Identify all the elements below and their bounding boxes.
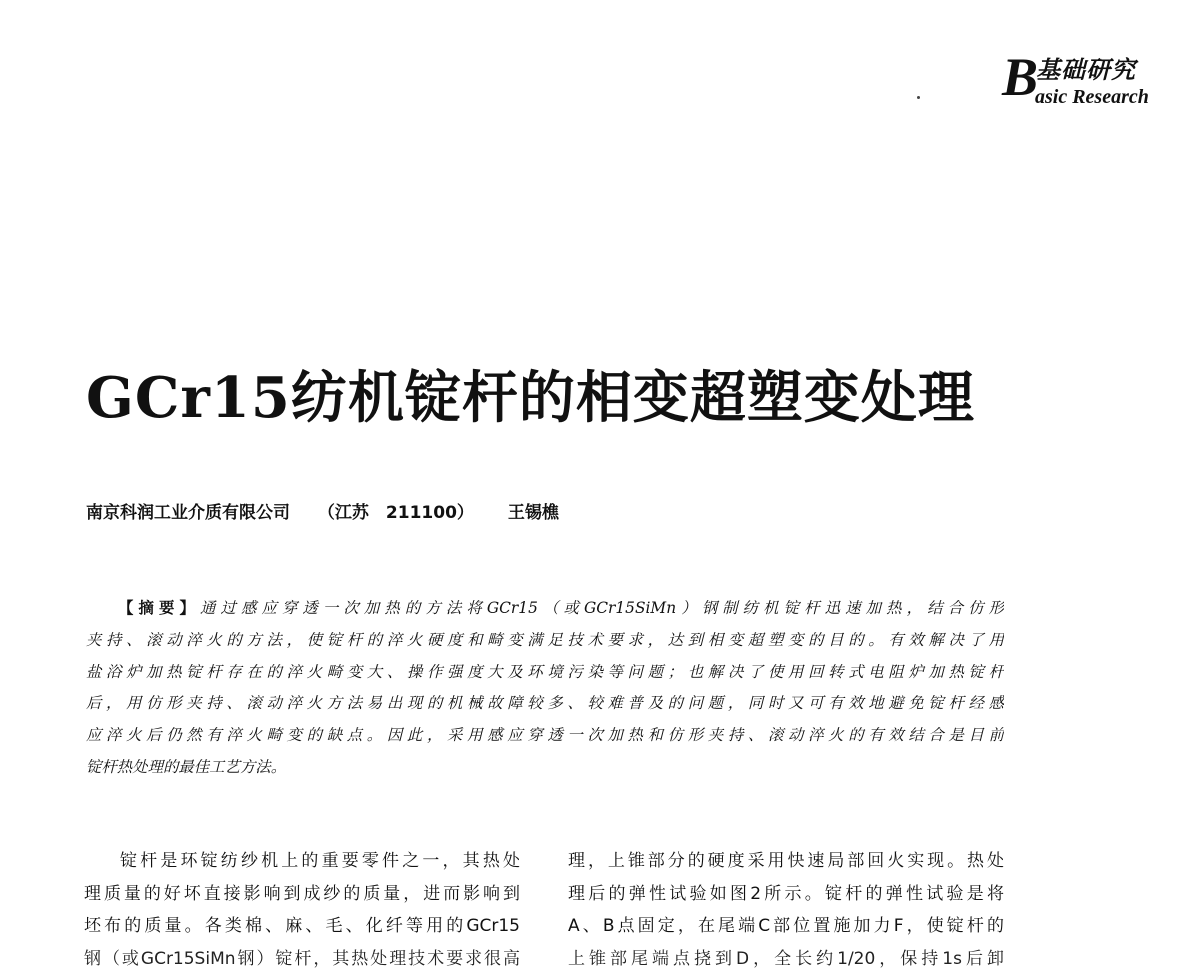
article-title: GCr15纺机锭杆的相变超塑变处理 <box>86 364 975 432</box>
logo-letter: B <box>1002 50 1038 104</box>
abstract-line: 后，用仿形夹持、滚动淬火方法易出现的机械故障较多、较难普及的问题，同时又可有效地避免锭杆经感 <box>86 688 1004 720</box>
journal-section-logo <box>1000 56 1170 112</box>
author-name: 王锡樵 <box>508 499 559 527</box>
print-speck <box>917 96 920 99</box>
body-line: 锭杆是环锭纺纱机上的重要零件之一，其热处 <box>84 845 520 878</box>
body-line: 理，上锥部分的硬度采用快速局部回火实现。热处 <box>568 845 1004 878</box>
body-column-left <box>84 845 520 975</box>
abstract-line: 锭杆热处理的最佳工艺方法。 <box>86 752 1004 784</box>
abstract-line <box>86 593 1004 625</box>
body-line: 坯布的质量。各类棉、麻、毛、化纤等用的GCr15 <box>84 910 520 943</box>
abstract-line: 夹持、滚动淬火的方法，使锭杆的淬火硬度和畸变满足技术要求，达到相变超塑变的目的。有效解决了用 <box>86 625 1004 657</box>
body-line: A、B点固定，在尾端C部位置施加力F，使锭杆的 <box>568 910 1004 943</box>
body-column-right <box>568 845 1004 975</box>
body-line: 上锥部尾端点挠到D，全长约1/20，保持1s后卸 <box>568 943 1004 975</box>
byline <box>86 499 559 527</box>
body-line: 钢（或GCr15SiMn钢）锭杆，其热处理技术要求很高 <box>84 943 520 975</box>
author-region-postcode: （江苏 211100） <box>318 499 474 527</box>
abstract-label: 【摘要】 <box>118 599 200 617</box>
section-name-en: asic Research <box>1035 86 1149 108</box>
body-line: 理后的弹性试验如图2所示。锭杆的弹性试验是将 <box>568 878 1004 911</box>
abstract-line: 盐浴炉加热锭杆存在的淬火畸变大、操作强度大及环境污染等问题；也解决了使用回转式电阻炉加热锭杆 <box>86 657 1004 689</box>
abstract-line-text: 通过感应穿透一次加热的方法将GCr15（或GCr15SiMn）钢制纺机锭杆迅速加热，结合仿形 <box>200 599 1004 617</box>
body-line: 理质量的好坏直接影响到成纱的质量，进而影响到 <box>84 878 520 911</box>
abstract <box>86 593 1004 784</box>
abstract-line: 应淬火后仍然有淬火畸变的缺点。因此，采用感应穿透一次加热和仿形夹持、滚动淬火的有效结合是目前 <box>86 720 1004 752</box>
section-name-cn: 基础研究 <box>1036 56 1136 84</box>
author-organization: 南京科润工业介质有限公司 <box>86 499 290 527</box>
